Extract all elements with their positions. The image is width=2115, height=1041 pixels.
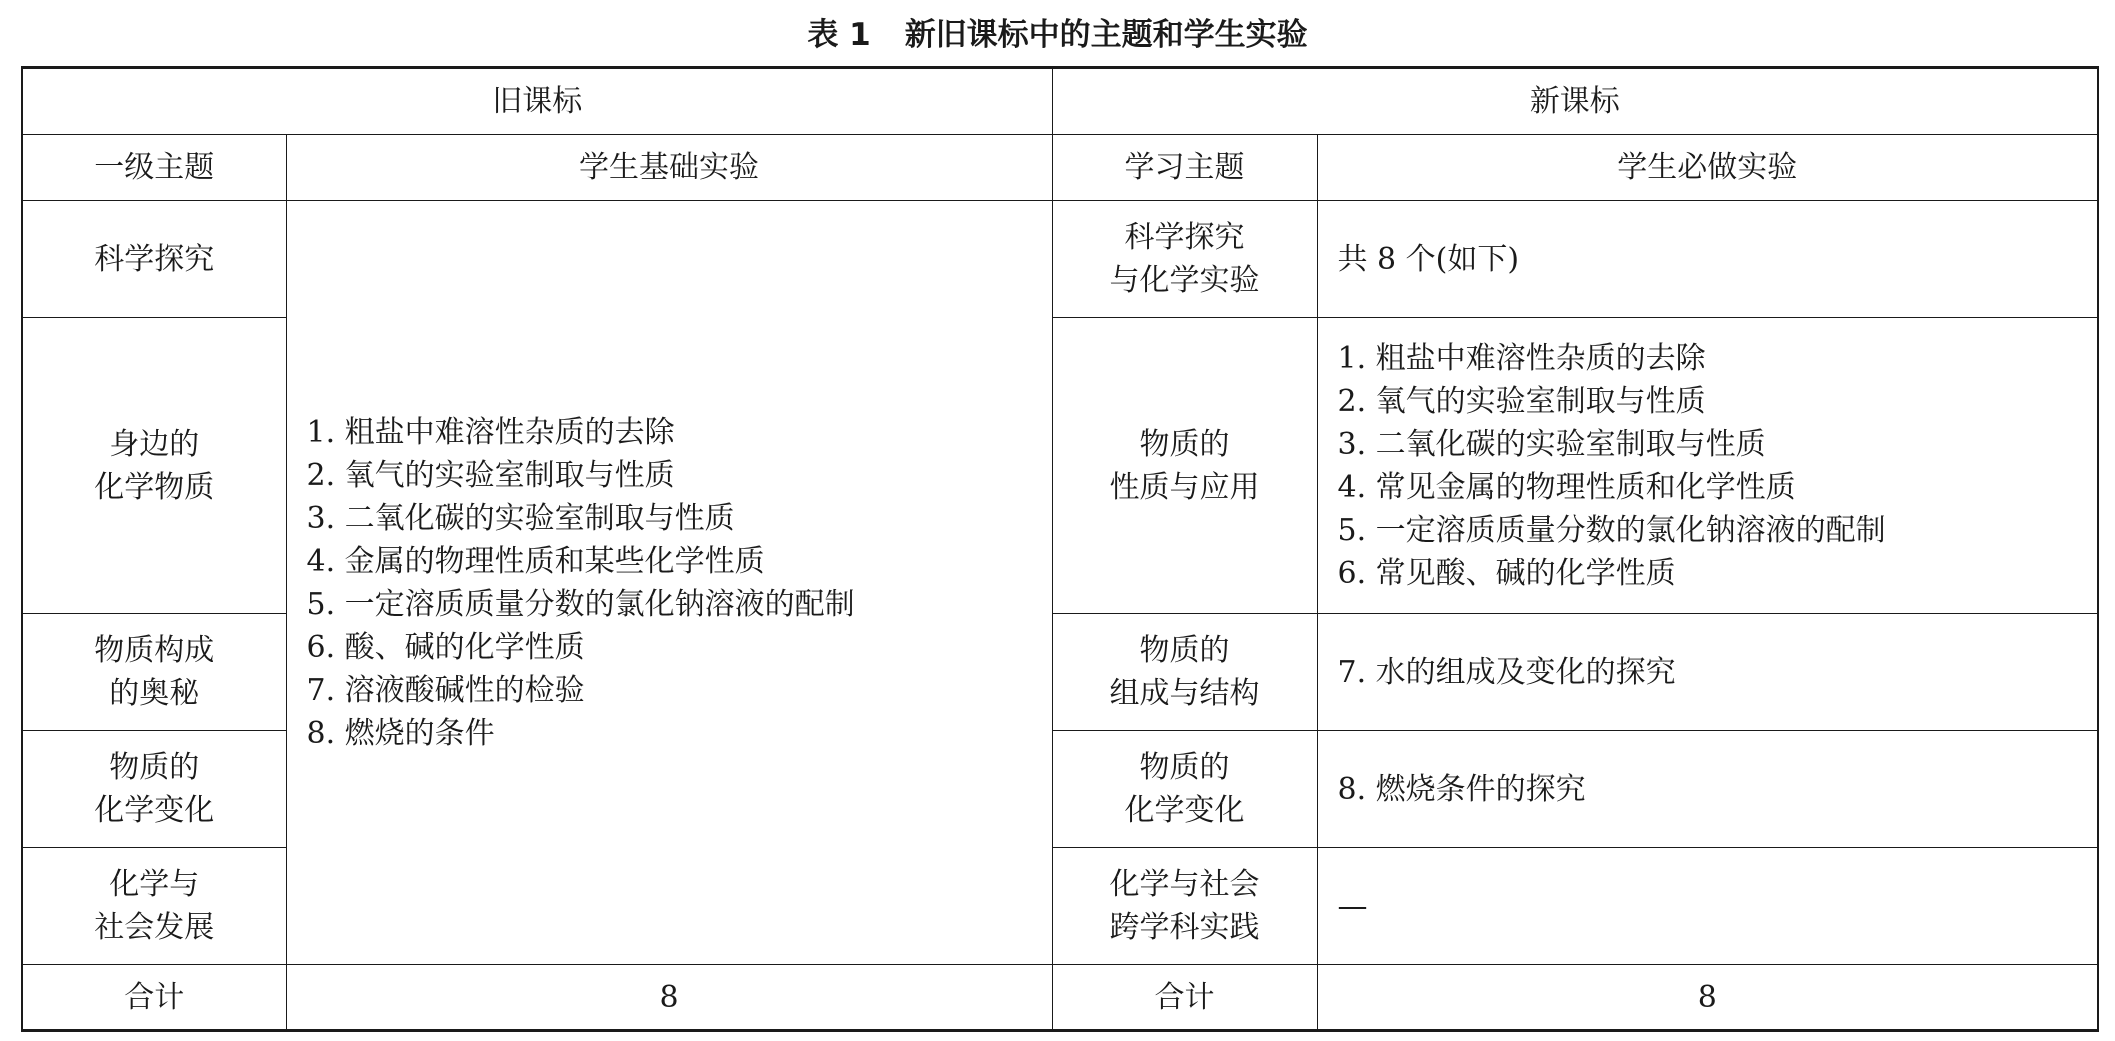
old-topic-line: 社会发展 [94,910,215,945]
old-topic-line: 科学探究 [94,241,215,277]
new-experiments-cell [1317,731,2098,848]
old-topic-column-header: 一级主题 [22,135,286,201]
new-topic-line: 物质的 [1139,633,1230,668]
new-experiments-cell [1317,848,2098,965]
old-topic-cell [22,614,286,731]
old-topic-cell [22,318,286,614]
new-topic-line: 化学与社会 [1109,867,1260,902]
new-experiment-item: 5. 一定溶质质量分数的氯化钠溶液的配制 [1337,512,1886,548]
table-number: 表 1 [807,17,871,53]
new-experiment-item: 4. 常见金属的物理性质和化学性质 [1337,469,1796,505]
new-topic-cell [1052,731,1317,848]
old-topic-cell [22,201,286,318]
new-topic-cell [1052,614,1317,731]
new-total-label: 合计 [1052,965,1317,1031]
old-experiments-cell [286,201,1052,965]
table-caption [0,10,2115,60]
table-row [22,201,2098,318]
old-total-label: 合计 [22,965,286,1031]
old-experiment-item: 1. 粗盐中难溶性杂质的去除 [306,414,675,450]
new-experiments-cell [1317,614,2098,731]
new-experiments-cell [1317,318,2098,614]
header-row-columns [22,135,2098,201]
new-total-value: 8 [1317,965,2098,1031]
old-experiment-item: 8. 燃烧的条件 [306,715,495,751]
total-row [22,965,2098,1031]
old-total-value: 8 [286,965,1052,1031]
new-topic-line: 性质与应用 [1109,469,1260,505]
old-topic-cell [22,848,286,965]
new-experiments-cell [1317,201,2098,318]
new-experiment-item: — [1337,888,1368,924]
old-topic-line: 化学物质 [94,469,215,505]
old-experiment-item: 5. 一定溶质质量分数的氯化钠溶液的配制 [306,586,855,622]
new-topic-column-header: 学习主题 [1052,135,1317,201]
new-experiment-item: 3. 二氧化碳的实验室制取与性质 [1337,426,1766,462]
old-topic-line: 物质的 [109,750,200,785]
old-experiment-item: 6. 酸、碱的化学性质 [306,629,585,665]
header-row-standards [22,68,2098,135]
new-experiment-item: 7. 水的组成及变化的探究 [1337,654,1676,690]
table-title: 新旧课标中的主题和学生实验 [904,17,1308,53]
new-experiment-item: 共 8 个(如下) [1337,241,1520,277]
new-experiment-column-header: 学生必做实验 [1317,135,2098,201]
old-topic-line: 身边的 [109,426,200,462]
new-topic-cell [1052,318,1317,614]
new-topic-line: 跨学科实践 [1109,910,1260,945]
new-experiment-item: 8. 燃烧条件的探究 [1337,771,1586,807]
new-topic-line: 化学变化 [1124,793,1245,828]
old-topic-line: 化学与 [109,867,200,902]
old-experiment-column-header: 学生基础实验 [286,135,1052,201]
new-topic-line: 科学探究 [1124,220,1245,255]
new-standard-header: 新课标 [1052,68,2098,135]
old-topic-line: 化学变化 [94,793,215,828]
new-experiment-item: 6. 常见酸、碱的化学性质 [1337,555,1676,591]
new-topic-cell [1052,848,1317,965]
old-topic-line: 的奥秘 [109,676,200,711]
old-topic-line: 物质构成 [94,633,215,668]
old-experiment-item: 4. 金属的物理性质和某些化学性质 [306,543,765,579]
new-experiment-item: 2. 氧气的实验室制取与性质 [1337,383,1706,419]
new-experiment-item: 1. 粗盐中难溶性杂质的去除 [1337,340,1706,376]
old-experiment-item: 3. 二氧化碳的实验室制取与性质 [306,500,735,536]
new-topic-line: 组成与结构 [1109,676,1260,711]
old-experiment-item: 7. 溶液酸碱性的检验 [306,672,585,708]
curriculum-comparison-table [21,66,2099,1032]
new-topic-line: 物质的 [1139,750,1230,785]
new-topic-line: 物质的 [1139,426,1230,462]
new-topic-cell [1052,201,1317,318]
new-topic-line: 与化学实验 [1109,263,1260,298]
old-standard-header: 旧课标 [22,68,1052,135]
old-topic-cell [22,731,286,848]
old-experiment-item: 2. 氧气的实验室制取与性质 [306,457,675,493]
